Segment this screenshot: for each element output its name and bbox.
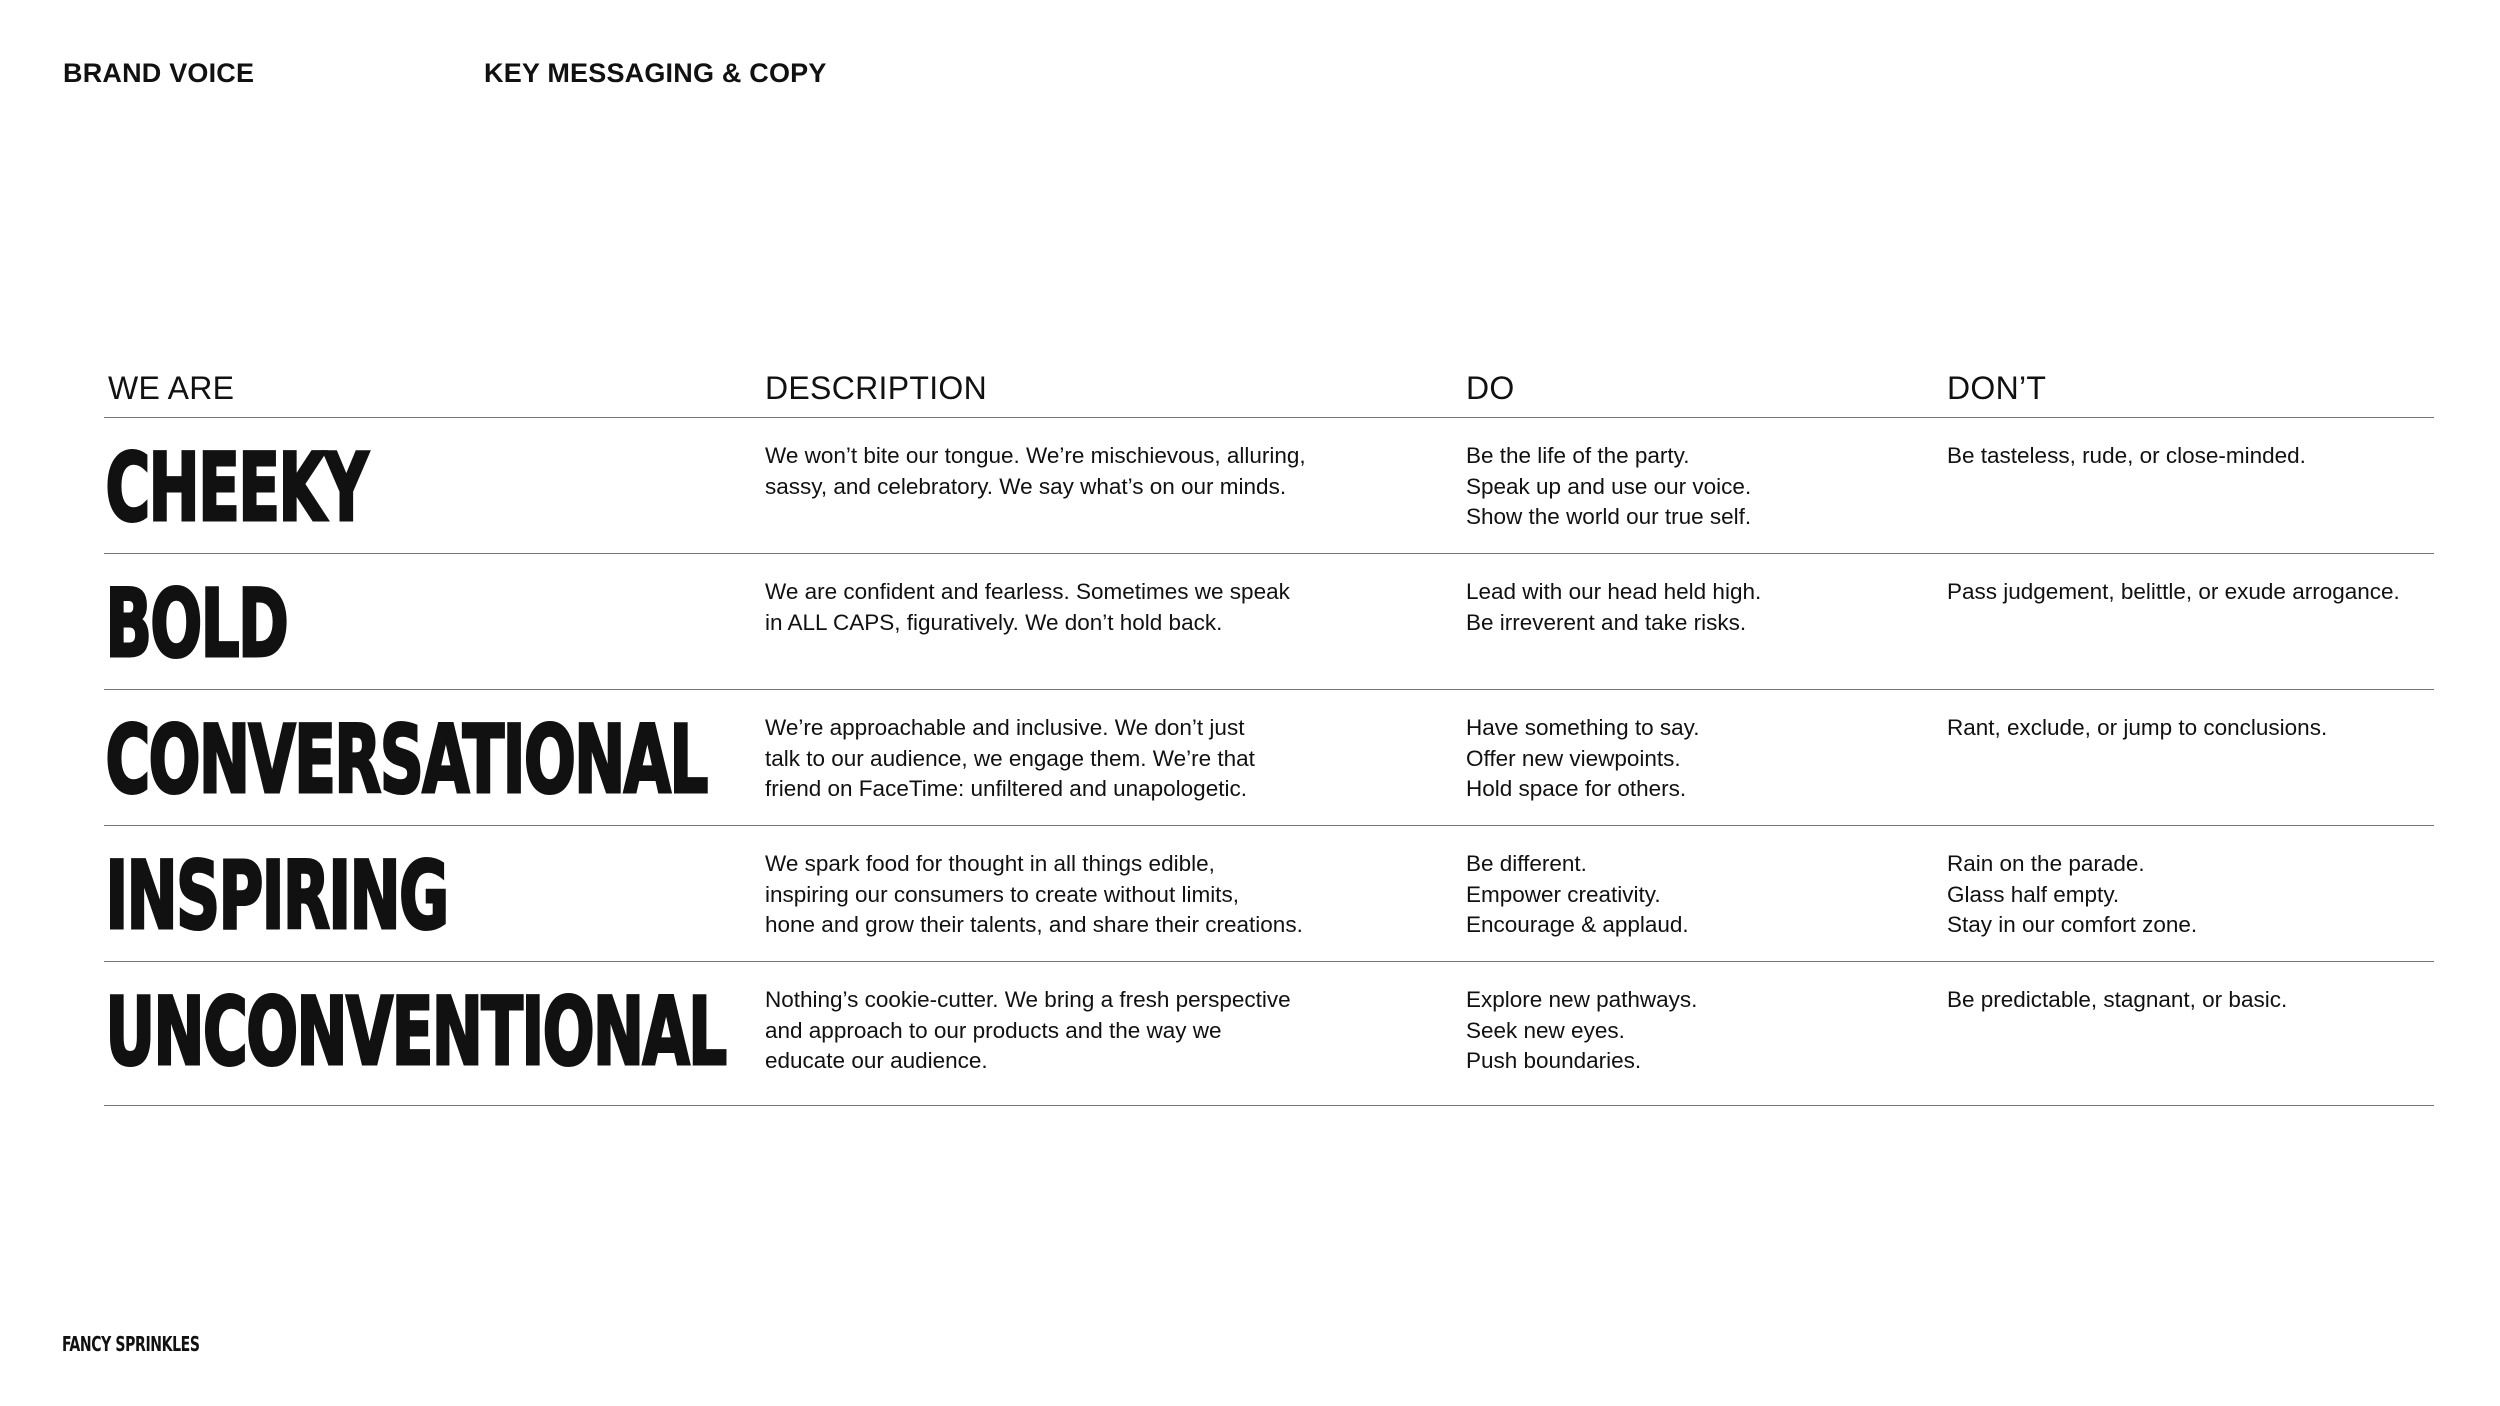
section-title: BRAND VOICE	[63, 58, 255, 88]
do-line: Explore new pathways.	[1466, 987, 1698, 1012]
do-line: Be different.	[1466, 851, 1587, 876]
description-line: We spark food for thought in all things edible,	[765, 851, 1215, 876]
dont-line: Stay in our comfort zone.	[1947, 912, 2198, 937]
do-line: Offer new viewpoints.	[1466, 745, 1681, 771]
do-cell	[1462, 418, 1943, 553]
description-line: educate our audience.	[765, 1048, 988, 1073]
description-line: We are confident and fearless. Sometimes we speak	[765, 579, 1290, 604]
description-line: talk to our audience, we engage them. We’re that	[765, 745, 1255, 771]
do-line: Speak up and use our voice.	[1466, 473, 1752, 499]
description-line: inspiring our consumers to create without limits,	[765, 881, 1239, 907]
trait-word: CHEEKY	[105, 434, 367, 543]
description-line: We’re approachable and inclusive. We don’t just	[765, 715, 1245, 740]
trait-word: BOLD	[105, 570, 288, 679]
dont-cell	[1943, 826, 2434, 961]
description-line: We won’t bite our tongue. We’re mischievous, alluring,	[765, 443, 1306, 468]
description-line: sassy, and celebratory. We say what’s on our minds.	[765, 473, 1287, 499]
subsection-title: KEY MESSAGING & COPY	[484, 58, 827, 88]
do-line: Be the life of the party.	[1466, 443, 1690, 468]
description-cell	[761, 418, 1462, 553]
dont-cell	[1943, 554, 2434, 689]
do-cell	[1462, 962, 1943, 1105]
dont-line: Rant, exclude, or jump to conclusions.	[1947, 715, 2328, 740]
do-line: Lead with our head held high.	[1466, 579, 1762, 604]
dont-line: Be predictable, stagnant, or basic.	[1947, 987, 2288, 1012]
table-header-row	[104, 370, 2434, 418]
dont-cell	[1943, 690, 2434, 825]
description-cell	[761, 690, 1462, 825]
do-cell	[1462, 690, 1943, 825]
table-row	[104, 418, 2434, 554]
description-cell	[761, 826, 1462, 961]
table-row	[104, 962, 2434, 1106]
do-cell	[1462, 826, 1943, 961]
do-line: Be irreverent and take risks.	[1466, 609, 1747, 635]
column-header-dont: DON’T	[1947, 370, 2047, 406]
do-line: Show the world our true self.	[1466, 504, 1752, 529]
table-row	[104, 690, 2434, 826]
description-cell	[761, 554, 1462, 689]
trait-word: CONVERSATIONAL	[105, 706, 707, 815]
do-line: Seek new eyes.	[1466, 1017, 1625, 1043]
column-header-we-are: WE ARE	[108, 370, 235, 406]
brand-logo: FANCY SPRINKLES	[62, 1332, 200, 1356]
column-header-description: DESCRIPTION	[765, 370, 987, 406]
description-line: in ALL CAPS, figuratively. We don’t hold back.	[765, 609, 1223, 635]
table-row	[104, 826, 2434, 962]
dont-line: Glass half empty.	[1947, 881, 2120, 907]
page-header	[63, 58, 827, 89]
trait-word: UNCONVENTIONAL	[105, 978, 726, 1087]
dont-line: Pass judgement, belittle, or exude arrogance.	[1947, 579, 2400, 604]
table-row	[104, 554, 2434, 690]
column-header-do: DO	[1466, 370, 1515, 406]
dont-cell	[1943, 962, 2434, 1105]
description-line: hone and grow their talents, and share their creations.	[765, 912, 1303, 937]
description-line: friend on FaceTime: unfiltered and unapologetic.	[765, 776, 1247, 801]
do-line: Empower creativity.	[1466, 881, 1661, 907]
do-cell	[1462, 554, 1943, 689]
do-line: Encourage & applaud.	[1466, 912, 1689, 937]
do-line: Hold space for others.	[1466, 776, 1687, 801]
description-line: Nothing’s cookie-cutter. We bring a fresh perspective	[765, 987, 1291, 1012]
dont-line: Be tasteless, rude, or close-minded.	[1947, 443, 2306, 468]
dont-line: Rain on the parade.	[1947, 851, 2145, 876]
do-line: Have something to say.	[1466, 715, 1700, 740]
dont-cell	[1943, 418, 2434, 553]
trait-word: INSPIRING	[105, 842, 448, 951]
description-cell	[761, 962, 1462, 1105]
description-line: and approach to our products and the way we	[765, 1017, 1222, 1043]
do-line: Push boundaries.	[1466, 1048, 1642, 1073]
brand-voice-table	[104, 370, 2434, 1106]
